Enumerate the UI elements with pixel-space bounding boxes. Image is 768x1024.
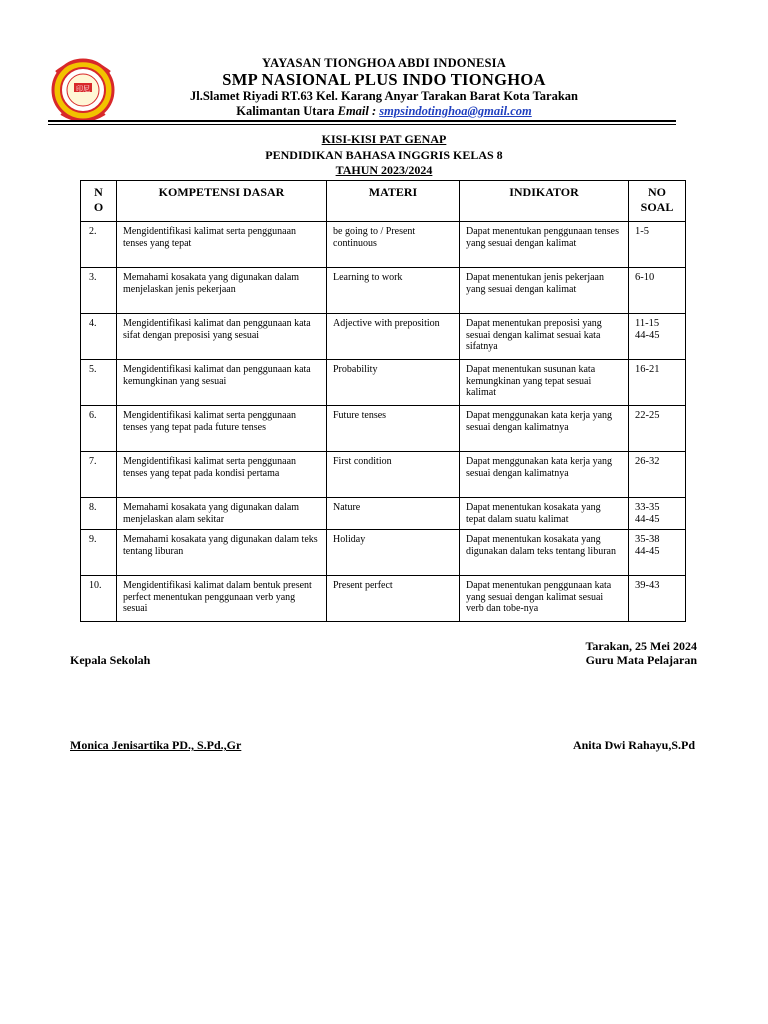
cell-indikator: Dapat menentukan penggunaan kata yang sesuai dengan kalimat sesuai verb dan tobe-nya xyxy=(460,576,629,622)
cell-no-soal: 6-10 xyxy=(629,268,686,314)
cell-materi: Learning to work xyxy=(327,268,460,314)
cell-materi: Holiday xyxy=(327,530,460,576)
letterhead-rule-thin xyxy=(48,124,676,125)
cell-materi: First condition xyxy=(327,452,460,498)
email-label: Email : xyxy=(337,104,377,118)
cell-indikator: Dapat menentukan susunan kata kemungkinan yang tepat sesuai kalimat xyxy=(460,360,629,406)
email-link[interactable]: smpsindotinghoa@gmail.com xyxy=(379,104,532,118)
teacher-role: Guru Mata Pelajaran xyxy=(585,653,697,667)
cell-materi: be going to / Present continuous xyxy=(327,222,460,268)
principal-role: Kepala Sekolah xyxy=(70,653,151,667)
title-line-1: KISI-KISI PAT GENAP xyxy=(321,132,447,146)
svg-text:印尼: 印尼 xyxy=(76,85,90,93)
cell-no-soal: 1-5 xyxy=(629,222,686,268)
cell-materi: Adjective with preposition xyxy=(327,314,460,360)
header-indikator: INDIKATOR xyxy=(460,181,629,222)
table-row xyxy=(81,314,686,360)
cell-kompetensi: Mengidentifikasi kalimat serta penggunaan tenses yang tepat pada kondisi pertama xyxy=(117,452,327,498)
cell-kompetensi: Mengidentifikasi kalimat dalam bentuk present perfect menentukan penggunaan verb yang sesuai xyxy=(117,576,327,622)
table-row xyxy=(81,268,686,314)
cell-no: 3. xyxy=(81,268,117,314)
letterhead-rule xyxy=(48,120,676,122)
cell-no-soal: 39-43 xyxy=(629,576,686,622)
cell-no-soal: 11-15 44-45 xyxy=(629,314,686,360)
document-title xyxy=(140,132,628,179)
cell-kompetensi: Memahami kosakata yang digunakan dalam menjelaskan jenis pekerjaan xyxy=(117,268,327,314)
school-logo-emblem-icon xyxy=(36,50,130,124)
region-text: Kalimantan Utara xyxy=(236,104,338,118)
cell-no: 5. xyxy=(81,360,117,406)
header-no-soal: NO SOAL xyxy=(629,181,686,222)
cell-materi: Probability xyxy=(327,360,460,406)
cell-no: 4. xyxy=(81,314,117,360)
cell-materi: Nature xyxy=(327,498,460,530)
table-header-row xyxy=(81,181,686,222)
title-line-2: PENDIDIKAN BAHASA INGGRIS KELAS 8 xyxy=(265,147,503,162)
title-line-3: TAHUN 2023/2024 xyxy=(335,163,433,177)
cell-no-soal: 26-32 xyxy=(629,452,686,498)
cell-kompetensi: Mengidentifikasi kalimat serta penggunaan tenses yang tepat xyxy=(117,222,327,268)
cell-indikator: Dapat menentukan penggunaan tenses yang sesuai dengan kalimat xyxy=(460,222,629,268)
school-logo xyxy=(36,50,130,124)
cell-materi: Present perfect xyxy=(327,576,460,622)
header-materi: MATERI xyxy=(327,181,460,222)
school-address: Jl.Slamet Riyadi RT.63 Kel. Karang Anyar Tarakan Barat Kota Tarakan xyxy=(189,89,579,103)
table-row xyxy=(81,452,686,498)
cell-kompetensi: Memahami kosakata yang digunakan dalam menjelaskan alam sekitar xyxy=(117,498,327,530)
cell-no: 2. xyxy=(81,222,117,268)
table-row xyxy=(81,530,686,576)
cell-indikator: Dapat menggunakan kata kerja yang sesuai dengan kalimatnya xyxy=(460,406,629,452)
table-row xyxy=(81,576,686,622)
cell-kompetensi: Mengidentifikasi kalimat dan penggunaan kata sifat dengan preposisi yang sesuai xyxy=(117,314,327,360)
header-no: N O xyxy=(81,181,117,222)
school-name: SMP NASIONAL PLUS INDO TIONGHOA xyxy=(222,70,546,89)
table-row xyxy=(81,406,686,452)
cell-no-soal: 16-21 xyxy=(629,360,686,406)
teacher-name: Anita Dwi Rahayu,S.Pd xyxy=(572,738,695,752)
cell-no-soal: 22-25 xyxy=(629,406,686,452)
cell-no-soal: 33-35 44-45 xyxy=(629,498,686,530)
cell-no: 7. xyxy=(81,452,117,498)
header-kompetensi: KOMPETENSI DASAR xyxy=(117,181,327,222)
cell-no: 10. xyxy=(81,576,117,622)
cell-indikator: Dapat menggunakan kata kerja yang sesuai dengan kalimatnya xyxy=(460,452,629,498)
cell-indikator: Dapat menentukan kosakata yang digunakan dalam teks tentang liburan xyxy=(460,530,629,576)
kisi-kisi-table xyxy=(80,180,686,622)
cell-materi: Future tenses xyxy=(327,406,460,452)
cell-indikator: Dapat menentukan kosakata yang tepat dalam suatu kalimat xyxy=(460,498,629,530)
table-row xyxy=(81,222,686,268)
cell-indikator: Dapat menentukan preposisi yang sesuai dengan kalimat sesuai kata sifatnya xyxy=(460,314,629,360)
letterhead xyxy=(140,56,628,119)
cell-no: 9. xyxy=(81,530,117,576)
table-row xyxy=(81,360,686,406)
school-region-line xyxy=(140,104,628,119)
cell-kompetensi: Memahami kosakata yang digunakan dalam teks tentang liburan xyxy=(117,530,327,576)
cell-kompetensi: Mengidentifikasi kalimat serta penggunaan tenses yang tepat pada future tenses xyxy=(117,406,327,452)
table-row xyxy=(81,498,686,530)
principal-name: Monica Jenisartika PD., S.Pd.,Gr xyxy=(70,738,242,752)
cell-no: 6. xyxy=(81,406,117,452)
cell-indikator: Dapat menentukan jenis pekerjaan yang sesuai dengan kalimat xyxy=(460,268,629,314)
cell-no: 8. xyxy=(81,498,117,530)
cell-kompetensi: Mengidentifikasi kalimat dan penggunaan kata kemungkinan yang sesuai xyxy=(117,360,327,406)
foundation-name: YAYASAN TIONGHOA ABDI INDONESIA xyxy=(262,56,506,70)
cell-no-soal: 35-38 44-45 xyxy=(629,530,686,576)
place-date: Tarakan, 25 Mei 2024 xyxy=(585,639,697,653)
